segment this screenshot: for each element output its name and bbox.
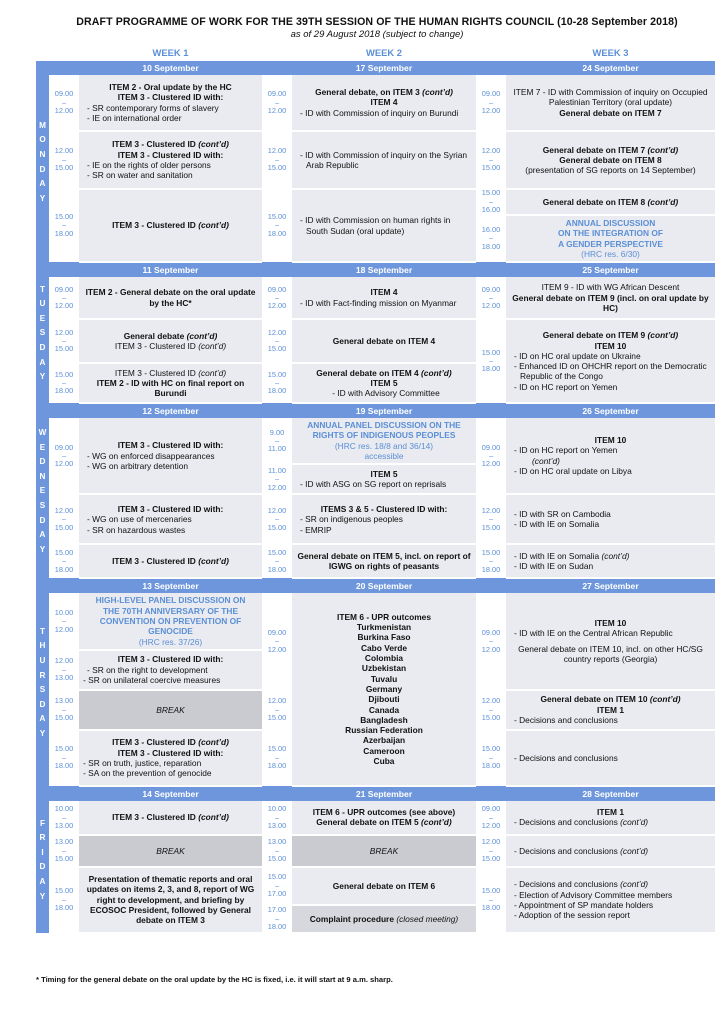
- cell-line: General debate on ITEM 5, incl. on report of IGWG on rights of peasants: [297, 551, 471, 572]
- time-slot: 15.00 – 18.00: [262, 730, 292, 786]
- session-cell: [506, 867, 715, 933]
- time-slot: 09.00 – 12.00: [262, 277, 292, 319]
- time-slot: 09.00 – 12.00: [476, 75, 506, 131]
- session-cell: [292, 189, 476, 262]
- time-slot: 15.00 – 18.00: [262, 544, 292, 578]
- time-slot: 12.00 – 15.00: [49, 319, 79, 363]
- cell-line: ITEM 3 - Clustered ID with:: [117, 149, 224, 160]
- cell-line: ITEM 3 - Clustered ID (cont’d): [112, 220, 229, 231]
- cell-line: - SR on the right to development: [87, 664, 208, 675]
- cell-line: ITEM 3 - Clustered ID with:: [117, 503, 224, 514]
- date-cell: 24 September: [506, 61, 715, 75]
- cell-line: - IE on the rights of older persons: [87, 160, 211, 170]
- cell-line: A GENDER PERSPECTIVE: [558, 238, 663, 249]
- cell-line: - Decisions and conclusions: [514, 715, 618, 725]
- cell-line: Cuba: [373, 756, 395, 767]
- programme-table: [36, 45, 715, 934]
- time-slot: 09.00 – 12.00: [476, 593, 506, 689]
- document-subtitle: as of 29 August 2018 (subject to change): [290, 29, 464, 40]
- cell-line: ITEM 2 - Oral update by the HC: [109, 81, 232, 92]
- cell-line: Cabo Verde: [360, 642, 408, 653]
- cell-line: ITEM 6 - UPR outcomes: [337, 611, 431, 622]
- cell-line: GENOCIDE: [148, 626, 193, 637]
- session-cell: [292, 905, 476, 933]
- cell-line: - WG on enforced disappearances: [87, 450, 215, 461]
- cell-line: Uzbekistan: [361, 663, 407, 674]
- week-3-header: WEEK 3: [592, 46, 629, 58]
- cell-line: General debate on ITEM 9 (cont’d): [542, 330, 679, 341]
- cell-line: Djibouti: [368, 694, 400, 705]
- cell-line: Burkina Faso: [357, 632, 411, 643]
- cell-line: ITEM 7 - ID with Commission of inquiry on Occupied Palestinian Territory (oral update): [513, 87, 708, 108]
- cell-line: Colombia: [364, 653, 404, 664]
- cell-line: - ID with Fact-finding mission on Myanmar: [300, 297, 457, 308]
- cell-line: - Enhanced ID on OHCHR report on the Democratic Republic of the Congo: [514, 361, 707, 382]
- date-row-tuesday: [36, 262, 715, 277]
- break-cell: [292, 835, 476, 867]
- time-slot: 15.00 – 18.00: [476, 319, 506, 403]
- cell-line: ON THE INTEGRATION OF: [558, 228, 663, 239]
- cell-line: - ID with Commission of inquiry on the Syrian Arab Republic: [300, 149, 468, 170]
- cell-line: General debate on ITEM 4: [332, 336, 436, 347]
- cell-line: Cameroon: [363, 745, 405, 756]
- cell-line: - EMRIP: [300, 524, 332, 535]
- time-slot: 12.00 – 15.00: [262, 494, 292, 544]
- cell-line: ITEM 3 - Clustered ID (cont’d): [112, 556, 229, 567]
- cell-line: ITEM 4: [370, 287, 398, 298]
- time-slot: 12.00 – 15.00: [262, 690, 292, 730]
- time-slot: 09.00 – 12.00: [49, 75, 79, 131]
- time-slot: 12.00 – 15.00: [262, 319, 292, 363]
- cell-line: General debate on ITEM 5 (cont’d): [316, 817, 452, 828]
- session-cell: [506, 730, 715, 786]
- cell-line: Bangladesh: [360, 714, 408, 725]
- cell-line: ITEM 10: [594, 435, 627, 446]
- session-cell: [292, 319, 476, 363]
- session-cell: [506, 75, 715, 131]
- cell-line: CONVENTION ON PREVENTION OF: [99, 615, 242, 626]
- cell-line: Complaint procedure (closed meeting): [309, 913, 459, 924]
- cell-line: Canada: [368, 704, 400, 715]
- time-slot: 10.00 – 12.00: [49, 593, 79, 649]
- session-cell: [506, 801, 715, 835]
- session-cell: [506, 131, 715, 189]
- cell-line: ANNUAL PANEL DISCUSSION ON THE: [307, 420, 461, 431]
- session-cell: [292, 277, 476, 319]
- time-slot: 10.00 – 13.00: [49, 801, 79, 835]
- footnote: * Timing for the general debate on the oral update by the HC is fixed, i.e. it will start at 9 a.m. sharp.: [36, 975, 393, 984]
- date-cell: 11 September: [79, 262, 262, 277]
- session-cell: [292, 494, 476, 544]
- session-cell: [79, 189, 262, 262]
- date-cell: 25 September: [506, 262, 715, 277]
- time-slot: 15.00 – 18.00: [262, 363, 292, 403]
- cell-line: (HRC res. 6/30): [581, 248, 640, 259]
- cell-line: General debate on ITEM 4 (cont’d): [316, 367, 452, 378]
- session-cell: [506, 277, 715, 319]
- cell-line: - ID with Commission of inquiry on Burundi: [300, 107, 459, 118]
- cell-line: - ID on HC report on Yemen: [514, 381, 618, 392]
- date-row-monday: [36, 61, 715, 75]
- time-slot: 12.00 – 15.00: [476, 131, 506, 189]
- session-cell: [292, 363, 476, 403]
- cell-line: - ID with IE on the Central African Republic: [514, 627, 673, 638]
- cell-line: - SR on unilateral coercive measures: [83, 675, 221, 685]
- time-slot: 15.00 – 18.00: [476, 544, 506, 578]
- cell-line: - ID with IE on Sudan: [514, 561, 594, 572]
- cell-line: - ID with Advisory Committee: [332, 388, 440, 399]
- date-cell: 27 September: [506, 578, 715, 593]
- cell-line: - Decisions and conclusions (cont’d): [514, 817, 649, 828]
- day-label-wednesday: W E D N E S D A Y: [36, 403, 49, 578]
- cell-line: ITEM 10: [594, 340, 627, 351]
- cell-line: ITEM 3 - Clustered ID with:: [117, 654, 224, 665]
- date-cell: 26 September: [506, 403, 715, 418]
- time-slot: 15.00 – 18.00: [476, 730, 506, 786]
- time-slot: 12.00 – 15.00: [476, 835, 506, 867]
- session-cell: [79, 319, 262, 363]
- time-slot: 13.00 – 15.00: [262, 835, 292, 867]
- session-cell: [506, 690, 715, 730]
- session-cell: [79, 75, 262, 131]
- cell-line: - SR on indigenous peoples: [300, 514, 403, 525]
- time-slot: 09.00 – 12.00: [262, 75, 292, 131]
- cell-line: ITEMS 3 & 5 - Clustered ID with:: [320, 503, 448, 514]
- cell-line: ITEM 5: [370, 469, 398, 480]
- time-slot: 9.00 – 11.00: [262, 418, 292, 464]
- cell-line: - SR on hazardous wastes: [87, 524, 186, 535]
- cell-line: - Election of Advisory Committee members: [514, 889, 673, 900]
- session-cell: [79, 801, 262, 835]
- cell-line: General debate on ITEM 10, incl. on other HC/SG country reports (Georgia): [518, 644, 703, 665]
- cell-line: Russian Federation: [345, 725, 423, 736]
- session-cell: [79, 131, 262, 189]
- date-cell: 13 September: [79, 578, 262, 593]
- cell-line: ITEM 3 - Clustered ID (cont’d): [114, 367, 227, 378]
- cell-line: (HRC res. 18/8 and 36/14): [334, 440, 434, 451]
- session-cell: [506, 494, 715, 544]
- time-slot: 15.00 – 18.00: [49, 363, 79, 403]
- week-header-row: [36, 45, 715, 61]
- date-row-friday: [36, 786, 715, 801]
- cell-line: (HRC res. 37/26): [138, 636, 203, 647]
- cell-line: - Decisions and conclusions (cont’d): [514, 845, 649, 856]
- date-cell: 10 September: [79, 61, 262, 75]
- cell-line: ITEM 6 - UPR outcomes (see above): [312, 807, 456, 818]
- time-slot: 12.00 – 15.00: [476, 494, 506, 544]
- date-cell: 12 September: [79, 403, 262, 418]
- cell-line: General debate on ITEM 10 (cont’d): [540, 694, 681, 705]
- date-cell: 28 September: [506, 786, 715, 801]
- cell-line: Azerbaijan: [362, 735, 406, 746]
- cell-line: ITEM 4: [370, 97, 398, 108]
- cell-line: Presentation of thematic reports and oral updates on items 2, 3, and 8, report of WG right to development, and briefing by ECOSOC President, followed by General debate on ITEM 3: [86, 874, 255, 926]
- week-1-header: WEEK 1: [152, 46, 189, 58]
- cell-line: General debate (cont’d): [123, 330, 218, 341]
- session-cell: [79, 730, 262, 786]
- session-cell: [79, 418, 262, 494]
- time-slot: 12.00 – 13.00: [49, 650, 79, 690]
- cell-line: BREAK: [156, 845, 185, 856]
- time-slot: 15.00 – 18.00: [49, 730, 79, 786]
- time-slot: 10.00 – 13.00: [262, 801, 292, 835]
- time-slot: 17.00 – 18.00: [262, 905, 292, 933]
- cell-line: ITEM 1: [597, 704, 624, 715]
- cell-line: (cont’d): [532, 455, 560, 466]
- session-cell: [79, 593, 262, 649]
- cell-line: - ID on HC report on Yemen: [514, 445, 618, 456]
- cell-line: - ID with SR on Cambodia: [514, 509, 611, 520]
- cell-line: General debate on ITEM 9 (incl. on oral update by HC): [512, 292, 709, 313]
- cell-line: General debate on ITEM 7 (cont’d): [542, 144, 679, 155]
- time-slot: 11.00 – 12.00: [262, 464, 292, 494]
- cell-line: ITEM 5: [370, 378, 398, 389]
- cell-line: - SR contemporary forms of slavery: [87, 102, 219, 113]
- cell-line: General debate on ITEM 7: [559, 107, 662, 118]
- cell-line: HIGH-LEVEL PANEL DISCUSSION ON: [95, 595, 246, 606]
- time-slot: 09.00 – 12.00: [49, 277, 79, 319]
- time-slot: 12.00 – 15.00: [262, 131, 292, 189]
- document-title: DRAFT PROGRAMME OF WORK FOR THE 39TH SESSION OF THE HUMAN RIGHTS COUNCIL (10-28 September 2018): [76, 16, 678, 28]
- week-2-header: WEEK 2: [366, 46, 402, 58]
- cell-line: Turkmenistan: [356, 622, 412, 633]
- session-cell: [79, 494, 262, 544]
- session-cell: [292, 418, 476, 464]
- session-cell: [506, 593, 715, 689]
- cell-line: - SA on the prevention of genocide: [83, 768, 212, 779]
- cell-line: ITEM 1: [597, 807, 624, 818]
- cell-line: (presentation of SG reports on 14 September): [525, 165, 696, 176]
- cell-line: - ID with ASG on SG report on reprisals: [300, 479, 447, 490]
- cell-line: Tuvalu: [370, 673, 398, 684]
- cell-line: - WG on use of mercenaries: [87, 514, 192, 525]
- cell-line: - SR on water and sanitation: [87, 170, 193, 181]
- day-label-monday: M O N D A Y: [36, 61, 49, 262]
- session-cell: [79, 363, 262, 403]
- session-cell: [79, 867, 262, 933]
- time-slot: 15.00 – 18.00: [262, 189, 292, 262]
- cell-line: - ID with IE on Somalia (cont’d): [514, 551, 630, 562]
- session-cell: [506, 215, 715, 262]
- session-cell: [292, 75, 476, 131]
- cell-line: accessible: [364, 451, 404, 462]
- session-cell: [506, 319, 715, 403]
- cell-line: - WG on arbitrary detention: [87, 460, 189, 471]
- cell-line: BREAK: [369, 845, 399, 856]
- time-slot: 15.00 – 16.00: [476, 189, 506, 215]
- session-cell: [292, 867, 476, 905]
- date-cell: 20 September: [292, 578, 476, 593]
- cell-line: - ID with IE on Somalia: [514, 519, 600, 530]
- cell-line: THE 70TH ANNIVERSARY OF THE: [102, 605, 239, 616]
- date-row-wednesday: [36, 403, 715, 418]
- cell-line: ITEM 3 - Clustered ID with:: [117, 440, 224, 451]
- session-cell: [292, 593, 476, 785]
- time-slot: 09.00 – 12.00: [49, 418, 79, 494]
- session-cell: [79, 544, 262, 578]
- cell-line: ITEM 3 - Clustered ID with:: [117, 92, 224, 103]
- cell-line: ITEM 2 - ID with HC on final report on Burundi: [96, 378, 245, 399]
- date-cell: 14 September: [79, 786, 262, 801]
- time-slot: 16.00 – 18.00: [476, 215, 506, 262]
- cell-line: ANNUAL DISCUSSION: [565, 218, 656, 228]
- date-cell: 17 September: [292, 61, 476, 75]
- cell-line: ITEM 3 - Clustered ID with:: [117, 747, 224, 758]
- time-slot: 13.00 – 15.00: [49, 690, 79, 730]
- time-slot: 12.00 – 15.00: [49, 131, 79, 189]
- cell-line: ITEM 9 - ID with WG African Descent: [541, 282, 680, 293]
- cell-line: General debate, on ITEM 3 (cont’d): [315, 87, 453, 98]
- time-slot: 12.00 – 15.00: [476, 690, 506, 730]
- session-cell: [292, 801, 476, 835]
- time-slot: 15.00 – 18.00: [49, 867, 79, 933]
- time-slot: 15.00 – 17.00: [262, 867, 292, 905]
- time-slot: 15.00 – 18.00: [49, 544, 79, 578]
- cell-line: General debate on ITEM 8: [559, 154, 662, 165]
- time-slot: 09.00 – 12.00: [476, 418, 506, 494]
- session-cell: [506, 835, 715, 867]
- cell-line: - ID on HC oral update on Ukraine: [514, 350, 641, 361]
- day-label-thursday: T H U R S D A Y: [36, 578, 49, 785]
- session-cell: [506, 418, 715, 494]
- break-cell: [79, 690, 262, 730]
- cell-line: BREAK: [156, 704, 185, 715]
- cell-line: ITEM 10: [594, 617, 627, 628]
- cell-line: - SR on truth, justice, reparation: [83, 757, 202, 768]
- time-slot: 12.00 – 15.00: [49, 494, 79, 544]
- time-slot: 13.00 – 15.00: [49, 835, 79, 867]
- cell-line: - Decisions and conclusions: [514, 752, 618, 763]
- cell-line: General debate on ITEM 6: [332, 880, 436, 891]
- cell-line: General debate on ITEM 8 (cont’d): [542, 196, 679, 207]
- cell-line: ITEM 3 - Clustered ID (cont’d): [112, 737, 229, 748]
- cell-line: ITEM 3 - Clustered ID (cont’d): [112, 812, 229, 823]
- cell-line: ITEM 3 - Clustered ID (cont’d): [112, 139, 229, 150]
- time-slot: 15.00 – 18.00: [49, 189, 79, 262]
- date-cell: 21 September: [292, 786, 476, 801]
- break-cell: [79, 835, 262, 867]
- session-cell: [506, 189, 715, 215]
- session-cell: [506, 544, 715, 578]
- day-label-friday: F R I D A Y: [36, 786, 49, 933]
- cell-line: Germany: [365, 683, 403, 694]
- session-cell: [292, 131, 476, 189]
- cell-line: - Appointment of SP mandate holders: [514, 899, 654, 910]
- time-slot: 09.00 – 12.00: [476, 801, 506, 835]
- time-slot: 09.00 – 12.00: [476, 277, 506, 319]
- date-cell: 18 September: [292, 262, 476, 277]
- cell-line: - IE on international order: [87, 112, 182, 123]
- session-cell: [79, 650, 262, 690]
- time-slot: 09.00 – 12.00: [262, 593, 292, 689]
- cell-line: RIGHTS OF INDIGENOUS PEOPLES: [312, 430, 456, 441]
- cell-line: ITEM 3 - Clustered ID (cont’d): [114, 341, 227, 352]
- session-cell: [292, 544, 476, 578]
- date-cell: 19 September: [292, 403, 476, 418]
- session-cell: [292, 464, 476, 494]
- session-cell: [79, 277, 262, 319]
- cell-line: - Decisions and conclusions (cont’d): [514, 879, 649, 890]
- time-slot: 15.00 – 18.00: [476, 867, 506, 933]
- cell-line: - ID with Commission on human rights in South Sudan (oral update): [300, 215, 451, 236]
- date-row-thursday: [36, 578, 715, 593]
- day-label-tuesday: T U E S D A Y: [36, 262, 49, 403]
- cell-line: ITEM 2 - General debate on the oral update by the HC*: [85, 287, 256, 308]
- cell-line: - Adoption of the session report: [514, 910, 630, 921]
- cell-line: - ID on HC oral update on Libya: [514, 466, 632, 477]
